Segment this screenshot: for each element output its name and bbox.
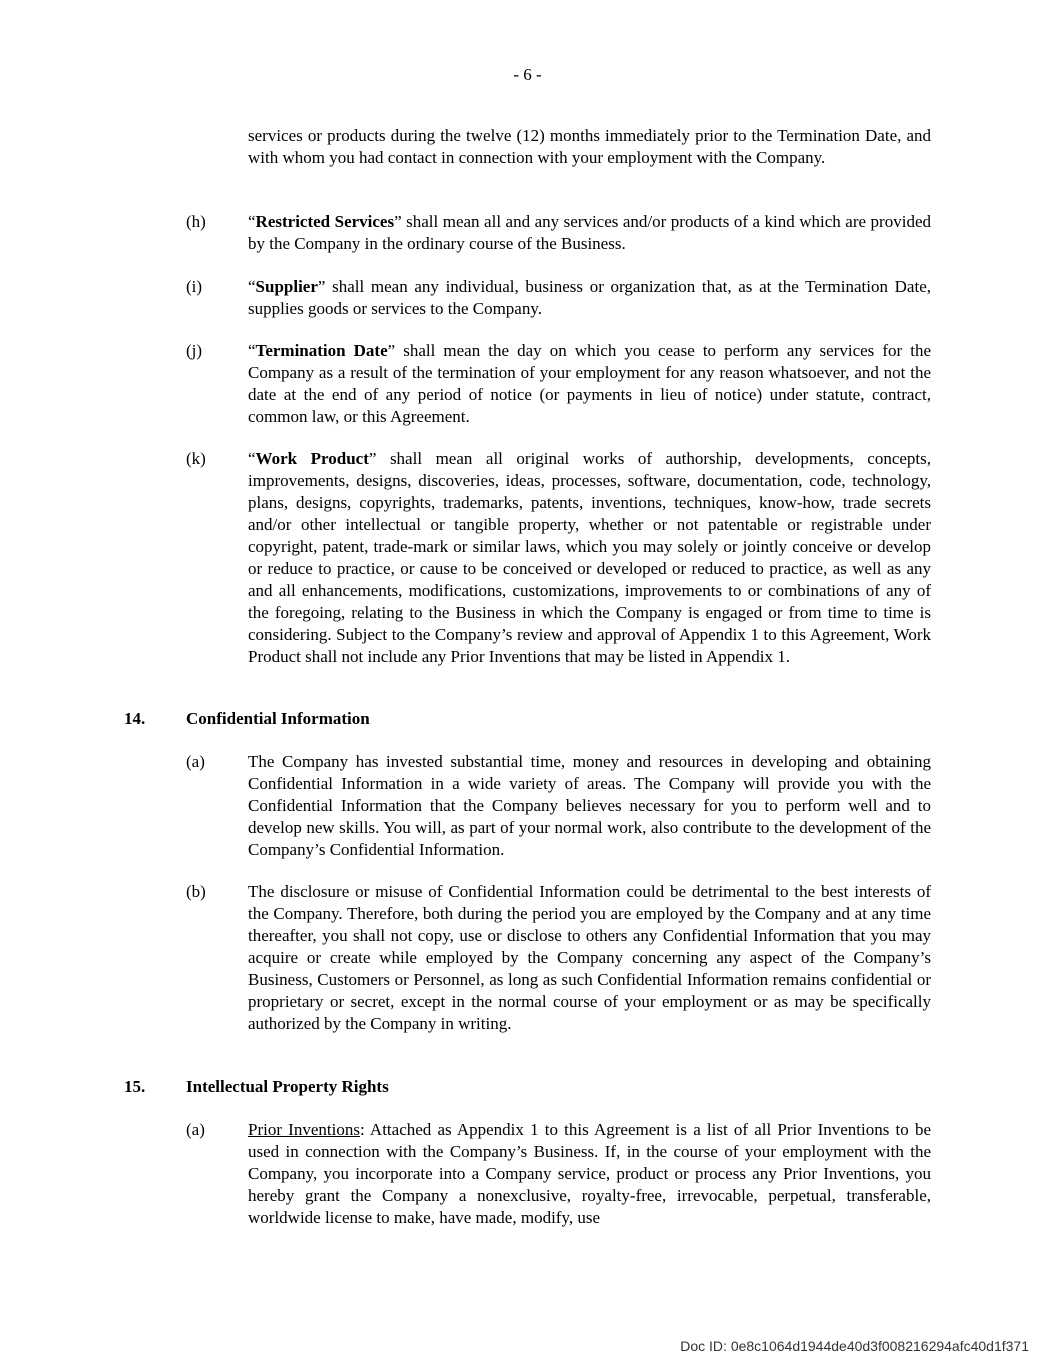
item-label-14a: (a) [186,752,205,771]
item-label-i: (i) [186,277,203,296]
definition-termination-date: “Termination Date” shall mean the day on which you cease to perform any services for the Company as a result of the termination of your employment for any reason whatsoever, and not the date at the end of any period of notice (or payments in lieu of notice) under statute, contract, common law, or this Agreement. [248,341,931,426]
defined-term: Restricted Services [255,212,395,231]
definition-supplier: “Supplier” shall mean any individual, business or organization that, as at the Termination Date, supplies goods or services to the Company. [248,277,931,318]
defined-term: Supplier [255,277,318,296]
prior-inventions-heading: Prior Inventions [248,1120,360,1139]
page-number: - 6 - [513,65,542,84]
item-label-14b: (b) [186,882,206,901]
item-label-h: (h) [186,212,206,231]
defined-term: Termination Date [255,341,388,360]
doc-id: Doc ID: 0e8c1064d1944de40d3f008216294afc40d1f371 [680,1338,1029,1354]
section-14b-paragraph: The disclosure or misuse of Confidential Information could be detrimental to the best interests of the Company. Therefore, both during the period you are employed by the Company and at any time thereafter, you shall not copy, use or disclose to others any Confidential Information that you may acquire or create while employed by the Company concerning any aspect of the Company’s Business, Customers or Personnel, as long as such Confidential Information remains confidential or proprietary or secret, except in the normal course of your employment or as may be specifically authorized by the Company in writing. [248,882,931,1033]
section-14-title: Confidential Information [186,709,370,728]
section-15a-paragraph: Prior Inventions: Attached as Appendix 1 to this Agreement is a list of all Prior Inventions to be used in connection with the Company’s Business. If, in the course of your employment with the Company, you incorporate into a Company service, product or process any Prior Inventions, you hereby grant the Company a nonexclusive, royalty-free, irrevocable, perpetual, transferable, worldwide license to make, have made, modify, use [248,1120,931,1227]
continuation-paragraph: services or products during the twelve (12) months immediately prior to the Termination Date, and with whom you had contact in connection with your employment with the Company. [248,126,931,167]
item-label-15a: (a) [186,1120,205,1139]
section-15-title: Intellectual Property Rights [186,1077,389,1096]
section-14a-paragraph: The Company has invested substantial time, money and resources in developing and obtaining Confidential Information in a wide variety of areas. The Company will provide you with the Confidential Information that the Company believes necessary for you to perform well and to develop new skills. You will, as part of your normal work, also contribute to the development of the Company’s Confidential Information. [248,752,931,859]
section-14-number: 14. [124,709,146,728]
item-label-k: (k) [186,449,206,468]
definition-work-product: “Work Product” shall mean all original works of authorship, developments, concepts, improvements, designs, discoveries, ideas, processes, software, documentation, code, technology, plans, designs, copyrights, trademarks, patents, inventions, techniques, know-how, trade secrets and/or other intellectual or tangible property, whether or not patentable or registrable under copyright, patent, trade-mark or similar laws, which you may solely or jointly conceive or develop or reduce to practice, or cause to be conceived or developed or reduced to practice, as well as any and all enhancements, modifications, customizations, improvements to or combinations of any of the foregoing, relating to the Business in which the Company is engaged or from time to time is considering. Subject to the Company’s review and approval of Appendix 1 to this Agreement, Work Product shall not include any Prior Inventions that may be listed in Appendix 1. [248,449,931,666]
definition-restricted-services: “Restricted Services” shall mean all and any services and/or products of a kind which are provided by the Company in the ordinary course of the Business. [248,212,931,253]
defined-term: Work Product [255,449,369,468]
section-15-number: 15. [124,1077,146,1096]
item-label-j: (j) [186,341,203,360]
